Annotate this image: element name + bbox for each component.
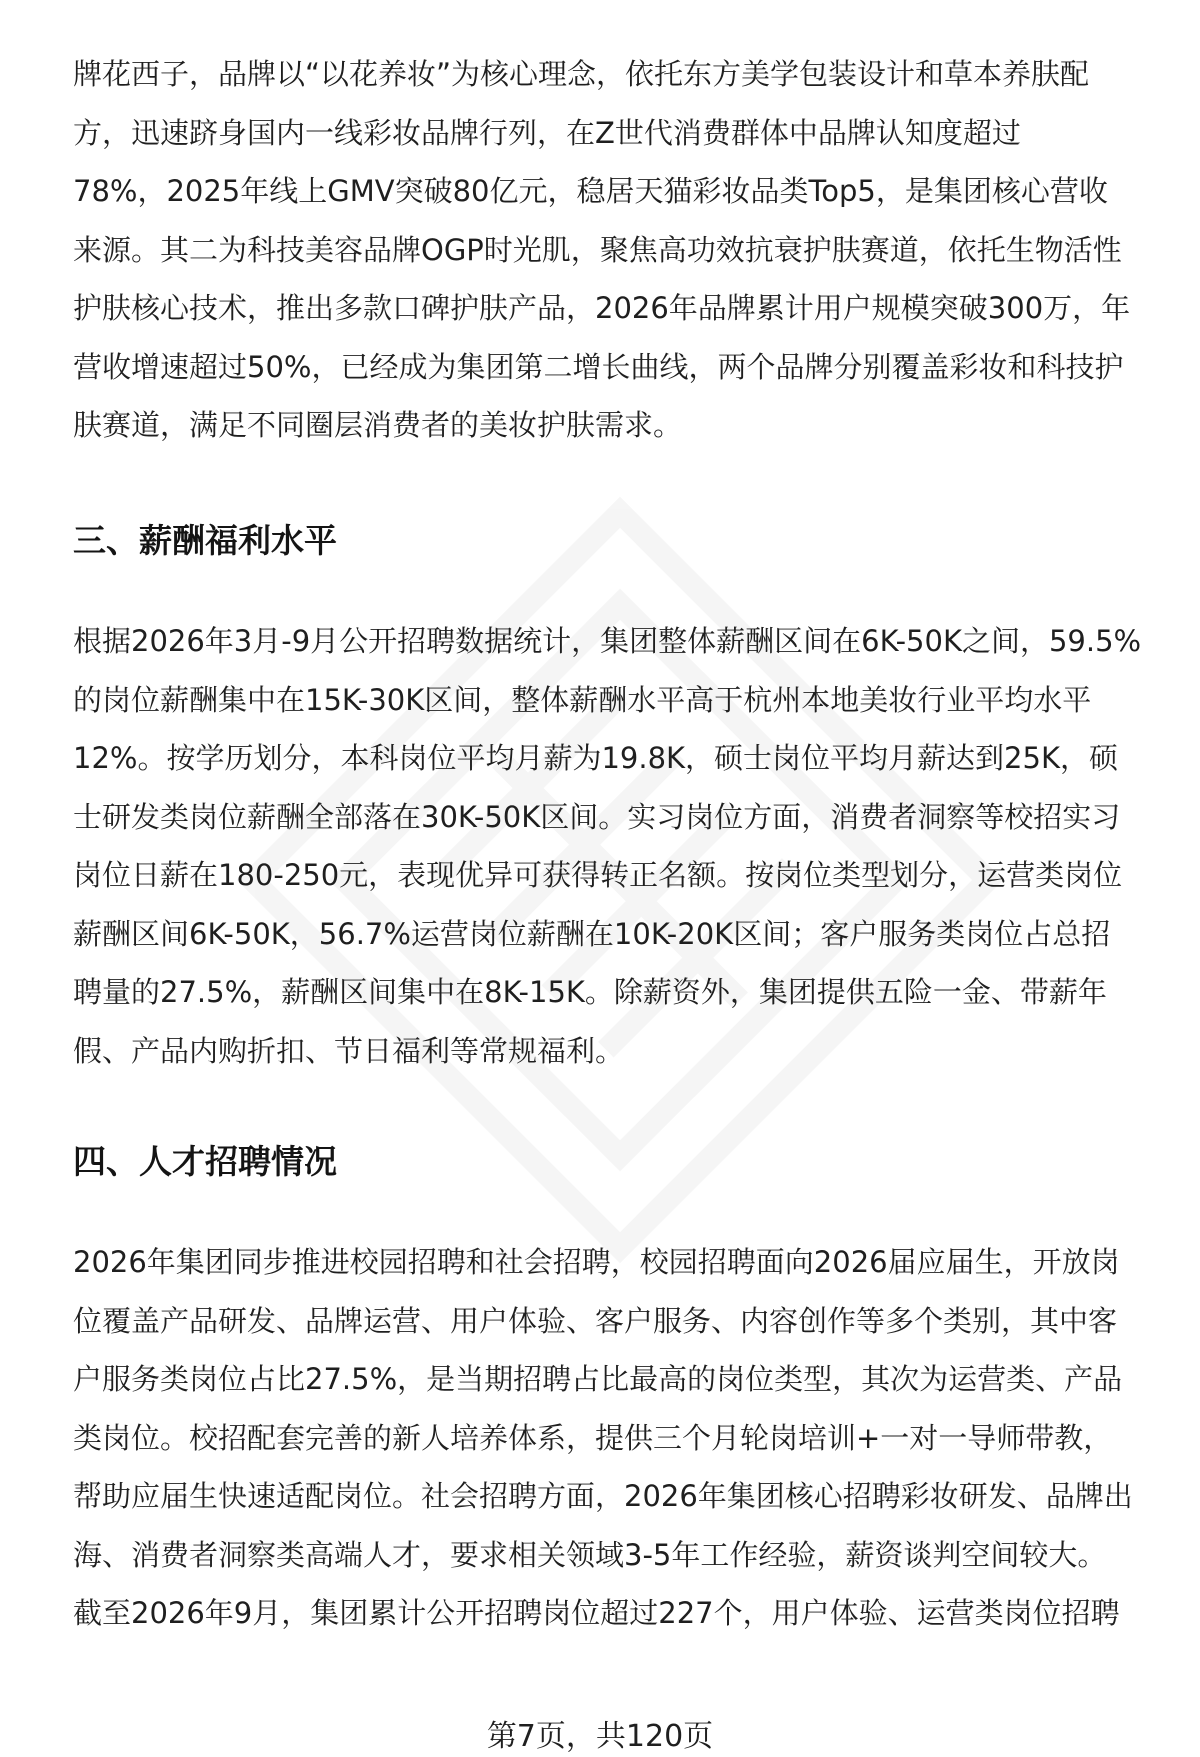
text-line: 聘量的27.5%，薪酬区间集中在8K-15K。除薪资外，集团提供五险一金、带薪年: [73, 975, 1107, 1009]
text-line: 肤赛道，满足不同圈层消费者的美妆护肤需求。: [73, 408, 683, 442]
text-line: 海、消费者洞察类高端人才，要求相关领域3-5年工作经验，薪资谈判空间较大。: [73, 1537, 1107, 1572]
text-line: 帮助应届生快速适配岗位。社会招聘方面，2026年集团核心招聘彩妆研发、品牌出: [73, 1479, 1133, 1513]
text-line: 截至2026年9月，集团累计公开招聘岗位超过227个，用户体验、运营类岗位招聘: [73, 1596, 1120, 1630]
paragraph-brand-intro: [73, 45, 1153, 455]
text-line: 户服务类岗位占比27.5%，是当期招聘占比最高的岗位类型，其次为运营类、产品: [73, 1362, 1123, 1396]
text-line: 类岗位。校招配套完善的新人培养体系，提供三个月轮岗培训+一对一导师带教，: [73, 1420, 1113, 1455]
paragraph-recruitment: [73, 1233, 1153, 1643]
text-line: 的岗位薪酬集中在15K-30K区间，整体薪酬水平高于杭州本地美妆行业平均水平: [73, 682, 1092, 717]
text-line: 护肤核心技术，推出多款口碑护肤产品，2026年品牌累计用户规模突破300万，年: [73, 291, 1131, 325]
section-heading-salary: 三、薪酬福利水平: [73, 521, 337, 560]
text-line: 士研发类岗位薪酬全部落在30K-50K区间。实习岗位方面，消费者洞察等校招实习: [73, 799, 1121, 834]
page-number-footer: 第7页，共120页: [486, 1719, 714, 1754]
text-line: 牌花西子，品牌以“以花养妆”为核心理念，依托东方美学包装设计和草本养肤配: [73, 57, 1090, 91]
text-line: 方，迅速跻身国内一线彩妆品牌行列，在Z世代消费群体中品牌认知度超过: [73, 115, 1021, 150]
text-line: 78%，2025年线上GMV突破80亿元，稳居天猫彩妆品类Top5，是集团核心营收: [73, 174, 1108, 208]
text-line: 位覆盖产品研发、品牌运营、用户体验、客户服务、内容创作等多个类别，其中客: [73, 1303, 1118, 1338]
section-heading-recruitment: 四、人才招聘情况: [73, 1142, 337, 1181]
text-line: 薪酬区间6K-50K，56.7%运营岗位薪酬在10K-20K区间；客户服务类岗位占总招: [73, 916, 1111, 951]
text-line: 根据2026年3月-9月公开招聘数据统计，集团整体薪酬区间在6K-50K之间，59.5%: [73, 624, 1142, 658]
text-line: 来源。其二为科技美容品牌OGP时光肌，聚焦高功效抗衰护肤赛道，依托生物活性: [73, 232, 1122, 267]
text-line: 2026年集团同步推进校园招聘和社会招聘，校园招聘面向2026届应届生，开放岗: [73, 1245, 1120, 1279]
paragraph-salary: [73, 612, 1153, 1080]
text-line: 营收增速超过50%，已经成为集团第二增长曲线，两个品牌分别覆盖彩妆和科技护: [73, 349, 1124, 384]
text-line: 12%。按学历划分，本科岗位平均月薪为19.8K，硕士岗位平均月薪达到25K，硕: [73, 741, 1118, 775]
text-line: 假、产品内购折扣、节日福利等常规福利。: [73, 1033, 625, 1068]
text-line: 岗位日薪在180-250元，表现优异可获得转正名额。按岗位类型划分，运营类岗位: [73, 858, 1123, 892]
